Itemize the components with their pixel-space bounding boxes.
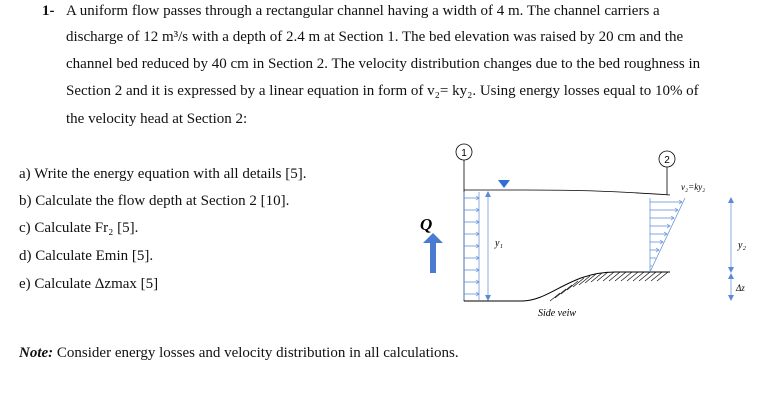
question-line-1: A uniform flow passes through a rectangular channel having a width of 4 m. The channel carriers a	[66, 3, 660, 19]
water-surface	[464, 190, 670, 195]
dz-label: Δz	[736, 283, 745, 293]
velocity-profile-1	[464, 192, 479, 300]
question-number: 1-	[42, 3, 55, 19]
question-line-3: channel bed reduced by 40 cm in Section 2. The velocity distribution changes due to the bed roughness in	[66, 56, 701, 72]
velocity-label: v₂=ky₂	[681, 182, 706, 192]
part-e: e) Calculate Δzmax [5]	[19, 276, 159, 292]
flow-label: Q	[420, 215, 433, 234]
section1-label: 1	[461, 148, 467, 159]
water-surface-triangle	[498, 180, 510, 188]
section2-label: 2	[664, 155, 670, 166]
part-d: d) Calculate Emin [5].	[19, 248, 154, 264]
channel-diagram	[410, 140, 755, 320]
question-line-5: the velocity head at Section 2:	[66, 111, 248, 127]
depth1-label: y₁	[495, 238, 503, 249]
depth2-arrow-bottom	[728, 267, 734, 273]
diagram-caption: Side veiw	[537, 308, 577, 319]
question-line-2: discharge of 12 m³/s with a depth of 2.4 m at Section 1. The bed elevation was raised by 20 cm and the	[66, 29, 684, 45]
flow-arrow-head	[423, 233, 443, 243]
flow-arrow-shaft	[430, 243, 436, 273]
depth2-arrow-top	[728, 197, 734, 203]
part-a: a) Write the energy equation with all details [5].	[19, 166, 307, 182]
question-line-4: Section 2 and it is expressed by a linear equation in form of v₂= ky₂. Using energy losses equal to 10% of	[66, 83, 699, 99]
depth1-arrow-bottom	[485, 295, 491, 301]
dz-arrow-top	[728, 273, 734, 279]
velocity-profile-2	[650, 198, 685, 272]
bed-hatching	[550, 272, 668, 301]
note-text: Consider energy losses and velocity distribution in all calculations.	[53, 345, 459, 361]
depth2-label: y₂	[738, 240, 746, 251]
part-c: c) Calculate Fr₂ [5].	[19, 220, 139, 236]
note-label: Note:	[19, 345, 54, 361]
part-b: b) Calculate the flow depth at Section 2 [10].	[19, 193, 290, 209]
note	[19, 345, 459, 362]
dz-arrow-bottom	[728, 295, 734, 301]
depth1-arrow-top	[485, 191, 491, 197]
